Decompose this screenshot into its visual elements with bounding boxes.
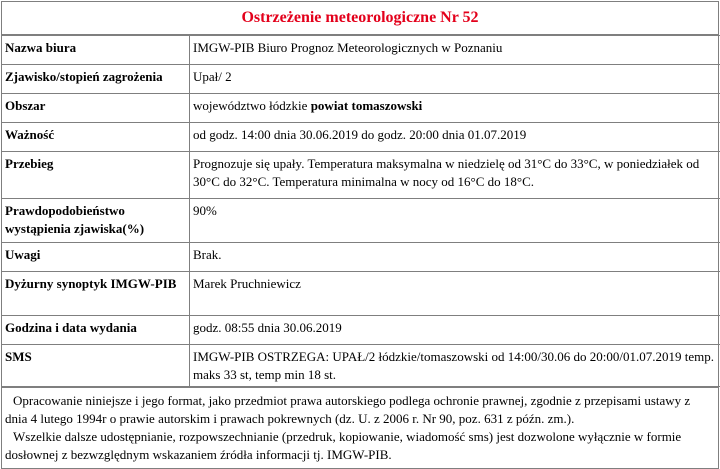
row-value: Brak. [190, 243, 720, 272]
area-county: powiat tomaszowski [310, 98, 423, 113]
row-value: IMGW-PIB OSTRZEGA: UPAŁ/2 łódzkie/tomaszowski od 14:00/30.06 do 20:00/01.07.2019 temp. maks 33 st, temp min 18 st. [190, 345, 720, 387]
table-row-office [2, 36, 720, 65]
row-value: godz. 08:55 dnia 30.06.2019 [190, 316, 720, 345]
area-province: województwo łódzkie [193, 98, 311, 113]
distribution-notice: Wszelkie dalsze udostępnianie, rozpowszechnianie (przedruk, kopiowanie, wiadomość sms) jest dozwolone wyłącznie w formie dosłownej z bezwzględnym wskazaniem źródła informacji tj. IMGW-PIB. [5, 429, 682, 462]
table-row-area [2, 94, 720, 123]
row-value: Marek Pruchniewicz [190, 272, 720, 316]
row-value: IMGW-PIB Biuro Prognoz Meteorologicznych w Poznaniu [190, 36, 720, 65]
table-row-issued [2, 316, 720, 345]
table-row-probability [2, 199, 720, 243]
row-value: Prognozuje się upały. Temperatura maksymalna w niedzielę od 31°C do 33°C, w poniedziałek od 30°C do 32°C. Temperatura minimalna w nocy od 16°C do 18°C. [190, 152, 720, 199]
row-label: Godzina i data wydania [2, 316, 190, 345]
copyright-footer [2, 387, 718, 468]
table-row-forecaster [2, 272, 720, 316]
row-value: Upał/ 2 [190, 65, 720, 94]
table-row-sms [2, 345, 720, 387]
row-label: Nazwa biura [2, 36, 190, 65]
row-label: Zjawisko/stopień zagrożenia [2, 65, 190, 94]
row-label: Uwagi [2, 243, 190, 272]
warning-title: Ostrzeżenie meteorologiczne Nr 52 [2, 2, 718, 35]
row-label: Ważność [2, 123, 190, 152]
table-row-phenomenon [2, 65, 720, 94]
warning-table [2, 35, 720, 387]
warning-document [1, 1, 719, 469]
table-row-course [2, 152, 720, 199]
table-row-remarks [2, 243, 720, 272]
row-label: Obszar [2, 94, 190, 123]
row-value [190, 94, 720, 123]
row-label: SMS [2, 345, 190, 387]
row-label: Prawdopodobieństwo wystąpienia zjawiska(%) [2, 199, 190, 243]
row-value: 90% [190, 199, 720, 243]
table-row-validity [2, 123, 720, 152]
row-label: Dyżurny synoptyk IMGW-PIB [2, 272, 190, 316]
copyright-notice: Opracowanie niniejsze i jego format, jako przedmiot prawa autorskiego podlega ochronie prawnej, zgodnie z przepisami ustawy z dnia 4 lutego 1994r o prawie autorskim i prawach pokrewnych (dz. U. z 2006 r. Nr 90, poz. 631 z późn. zm.). [5, 393, 691, 426]
row-value: od godz. 14:00 dnia 30.06.2019 do godz. 20:00 dnia 01.07.2019 [190, 123, 720, 152]
row-label: Przebieg [2, 152, 190, 199]
